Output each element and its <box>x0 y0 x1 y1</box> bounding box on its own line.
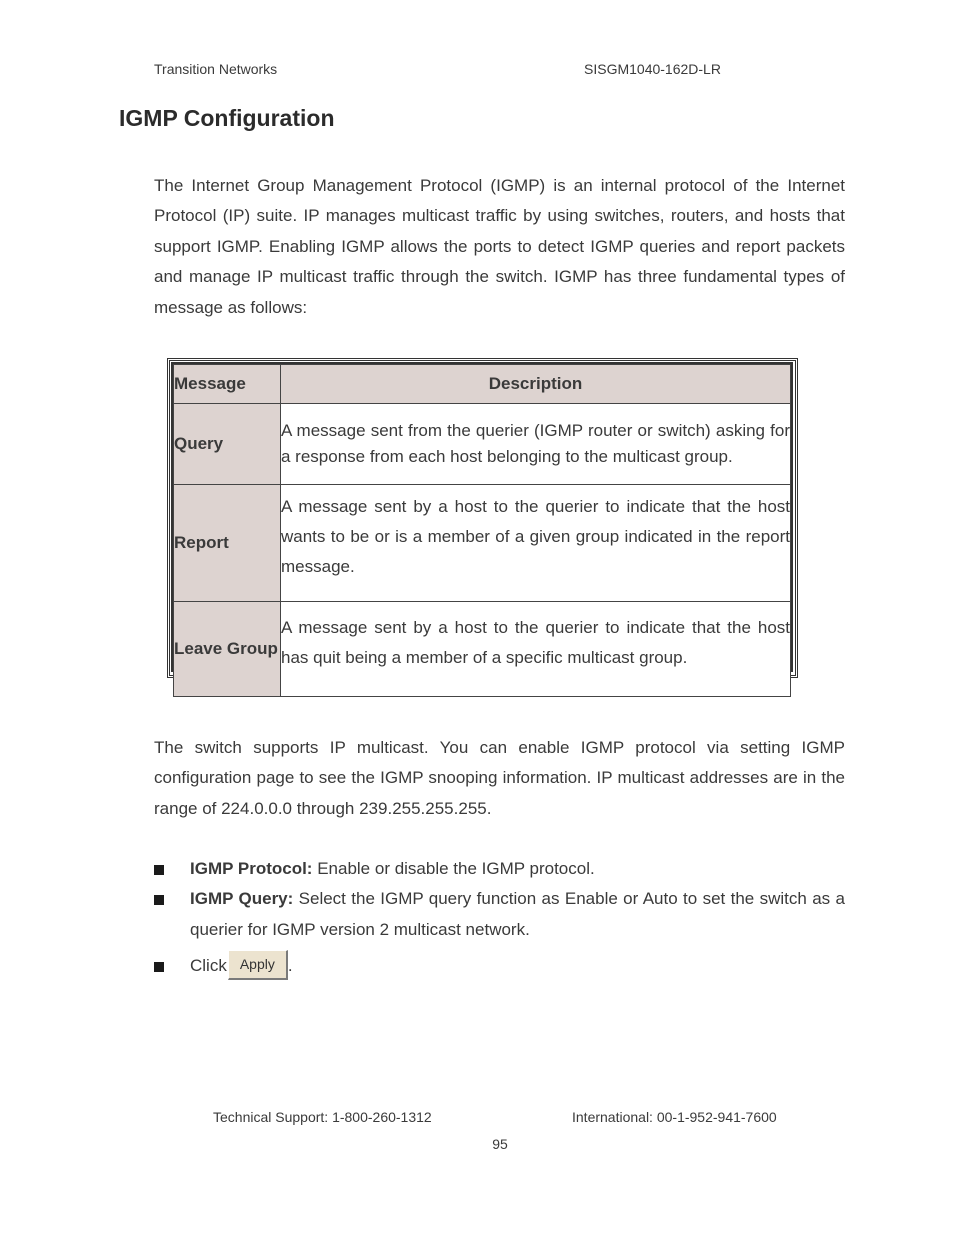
table-row <box>174 602 791 697</box>
list-item <box>154 951 845 982</box>
bullet-text: Select the IGMP query function as Enable or Auto to set the switch as a querier for IGMP version 2 multicast network. <box>190 889 845 939</box>
multicast-paragraph: The switch supports IP multicast. You can enable IGMP protocol via setting IGMP configuration page to see the IGMP snooping information. IP multicast addresses are in the range of 224.0.0.0 through 239.255.255.255. <box>154 738 845 818</box>
click-suffix: . <box>287 956 293 976</box>
table-row <box>174 404 791 485</box>
list-item <box>154 854 845 884</box>
message-description: A message sent by a host to the querier to indicate that the host has quit being a member of a specific multicast group. <box>281 602 791 697</box>
column-header-message: Message <box>174 365 281 404</box>
table-row <box>174 485 791 602</box>
message-name: Report <box>174 485 281 602</box>
apply-button[interactable]: Apply <box>228 950 288 980</box>
header-model: SISGM1040-162D-LR <box>584 61 721 77</box>
square-bullet-icon <box>154 895 164 905</box>
list-item <box>154 884 845 945</box>
message-description: A message sent by a host to the querier to indicate that the host wants to be or is a member of a given group indicated in the report message. <box>281 485 791 602</box>
option-list <box>154 854 845 982</box>
page-number: 95 <box>492 1136 508 1152</box>
table-header-row <box>174 365 791 404</box>
click-prefix: Click <box>190 956 227 976</box>
bullet-term: IGMP Protocol: <box>190 859 313 878</box>
igmp-message-table <box>173 364 791 697</box>
message-name: Query <box>174 404 281 485</box>
message-description: A message sent from the querier (IGMP router or switch) asking for a response from each host belonging to the multicast group. <box>281 404 791 485</box>
igmp-message-table-frame <box>171 362 793 672</box>
footer-international: International: 00-1-952-941-7600 <box>572 1109 777 1125</box>
column-header-description: Description <box>281 365 791 404</box>
header-company: Transition Networks <box>154 61 278 77</box>
section-title: IGMP Configuration <box>119 105 335 131</box>
bullet-term: IGMP Query: <box>190 889 294 909</box>
bullet-text: Enable or disable the IGMP protocol. <box>312 859 595 878</box>
message-name: Leave Group <box>174 602 281 697</box>
intro-paragraph: The Internet Group Management Protocol (IGMP) is an internal protocol of the Internet Protocol (IP) suite. IP manages multicast traffic by using switches, routers, and hosts that support IGMP. Enabling IGMP allows the ports to detect IGMP queries and report packets and manage IP multicast traffic through the switch. IGMP has three fundamental types of message as follows: <box>154 176 845 317</box>
square-bullet-icon <box>154 865 164 875</box>
square-bullet-icon <box>154 962 164 972</box>
footer-support: Technical Support: 1-800-260-1312 <box>213 1109 432 1125</box>
